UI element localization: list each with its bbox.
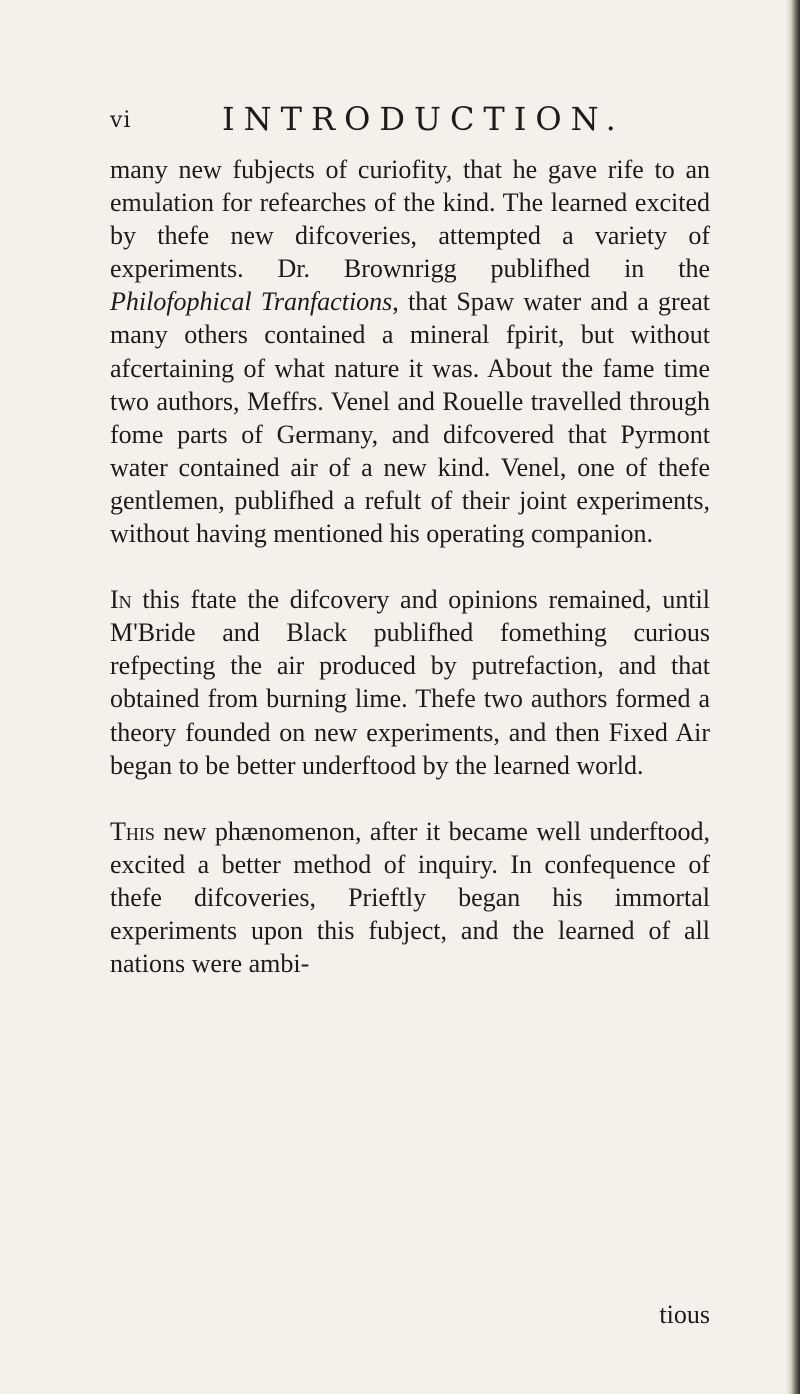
paragraph-3 (110, 815, 710, 980)
paragraph-3-text: new phænomenon, after it became well underftood, excited a better method of inquiry. In confequence of thefe difcoveries, Prieftly began his immortal experiments upon this fubject, and the learned of all nations were ambi- (110, 816, 710, 979)
body-text (110, 153, 711, 1329)
catchword: tious (659, 1300, 710, 1329)
running-head: INTRODUCTION. (222, 100, 625, 138)
page-binding-edge (786, 0, 800, 1394)
paragraph-2 (110, 583, 710, 782)
paragraph-3-lead: This (110, 816, 155, 846)
journal-title: Philofophical Tranfactions (110, 287, 393, 317)
page-header (110, 100, 730, 140)
paragraph-1 (110, 153, 710, 550)
paragraph-1-text-b: , that Spaw water and a great many others contained a mineral fpirit, but without afcertaining of what nature it was. About the fame time two authors, Meffrs. Venel and Rouelle travelled through fome parts of Germany, and difcovered that Pyrmont water contained air of a new kind. Venel, one of thefe gentlemen, publifhed a refult of their joint experiments, without having mentioned his operating companion. (110, 287, 711, 549)
paragraph-2-lead: In (110, 585, 132, 615)
paragraph-1-text-a: many new fubjects of curiofity, that he gave rife to an emulation for refearches of the kind. The learned excited by thefe new difcoveries, attempted a variety of experiments. Dr. Brownrigg publifhed in the (110, 155, 710, 284)
page-number: vi (110, 108, 132, 133)
paragraph-2-text: this ftate the difcovery and opinions remained, until M'Bride and Black publifhed fomething curious refpecting the air produced by putrefaction, and that obtained from burning lime. Thefe two authors formed a theory founded on new experiments, and then Fixed Air began to be better underftood by the learned world. (110, 585, 710, 780)
